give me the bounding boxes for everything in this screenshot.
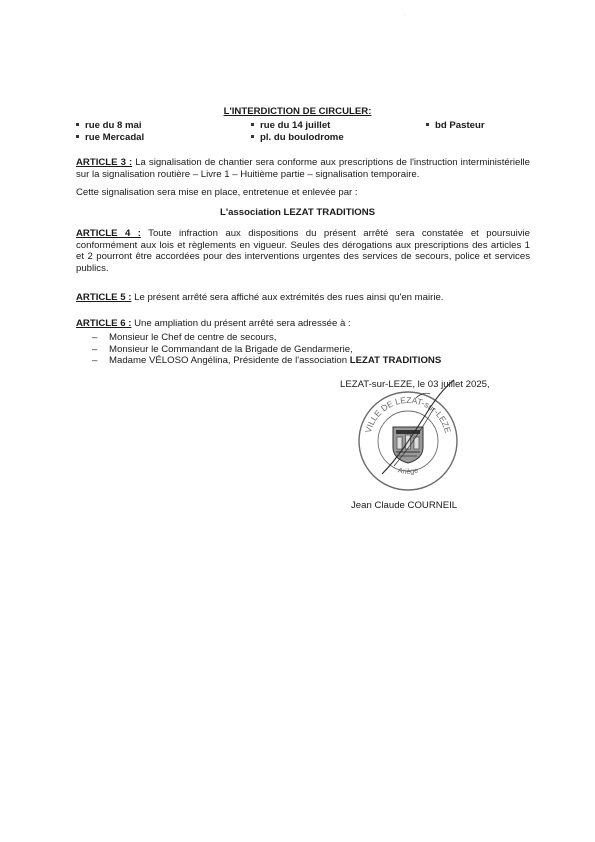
interdiction-heading: L'INTERDICTION DE CIRCULER:	[223, 106, 372, 117]
article-5-text: Le présent arrêté sera affiché aux extrémités des rues ainsi qu'en mairie.	[131, 292, 444, 303]
stamp-top-text: VILLE DE LEZAT-sur-LEZE	[362, 394, 454, 434]
article-4	[76, 228, 530, 275]
recipient-item: – Monsieur le Commandant de la Brigade de Gendarmerie,	[92, 344, 532, 356]
place-and-date: LEZAT-sur-LEZE, le 03 juillet 2025,	[340, 379, 490, 390]
article-6-label: ARTICLE 6 :	[76, 318, 132, 329]
street-item: bd Pasteur	[426, 120, 485, 131]
association-name: L'association LEZAT TRADITIONS	[219, 207, 376, 218]
article-6-text: Une ampliation du présent arrêté sera adressée à :	[131, 318, 351, 329]
street-item: rue du 14 juillet	[251, 120, 330, 131]
signalisation-line: Cette signalisation sera mise en place, entretenue et enlevée par :	[76, 187, 358, 198]
stamp-bottom-text: Ariège	[396, 465, 420, 476]
street-item: pl. du boulodrome	[251, 132, 344, 143]
street-item: rue du 8 mai	[76, 120, 142, 131]
article-3-label: ARTICLE 3 :	[76, 157, 133, 168]
bullet-icon	[251, 135, 254, 138]
article-3	[76, 157, 530, 180]
bullet-icon	[251, 123, 254, 126]
signer-name: Jean Claude COURNEIL	[351, 500, 458, 511]
bullet-icon	[76, 135, 79, 138]
article-5	[76, 292, 530, 304]
article-4-label: ARTICLE 4 :	[76, 228, 141, 239]
street-item: rue Mercadal	[76, 132, 144, 143]
recipient-item: – Monsieur le Chef de centre de secours,	[92, 332, 532, 344]
article-4-text: Toute infraction aux dispositions du présent arrêté sera constatée et poursuivie conformément aux lois et règlements en vigueur. Seules des dérogations aux prescriptions des articles 1 et 2 pourront être accordées pour des interventions urgentes des services de secours, police et services publics.	[76, 228, 530, 275]
bullet-icon	[426, 123, 429, 126]
street-list	[76, 120, 536, 146]
article-3-text: La signalisation de chantier sera conforme aux prescriptions de l'instruction interministérielle sur la signalisation routière – Livre 1 – Huitième partie – signalisation temporaire.	[76, 157, 530, 180]
recipient-item: – Madame VÉLOSO Angélina, Présidente de l'association LEZAT TRADITIONS	[92, 355, 532, 367]
article-6	[76, 318, 530, 330]
handwritten-signature	[376, 378, 458, 488]
article-5-label: ARTICLE 5 :	[76, 292, 132, 303]
top-mark: ·	[404, 12, 406, 18]
recipient-list	[92, 332, 532, 367]
bullet-icon	[76, 123, 79, 126]
